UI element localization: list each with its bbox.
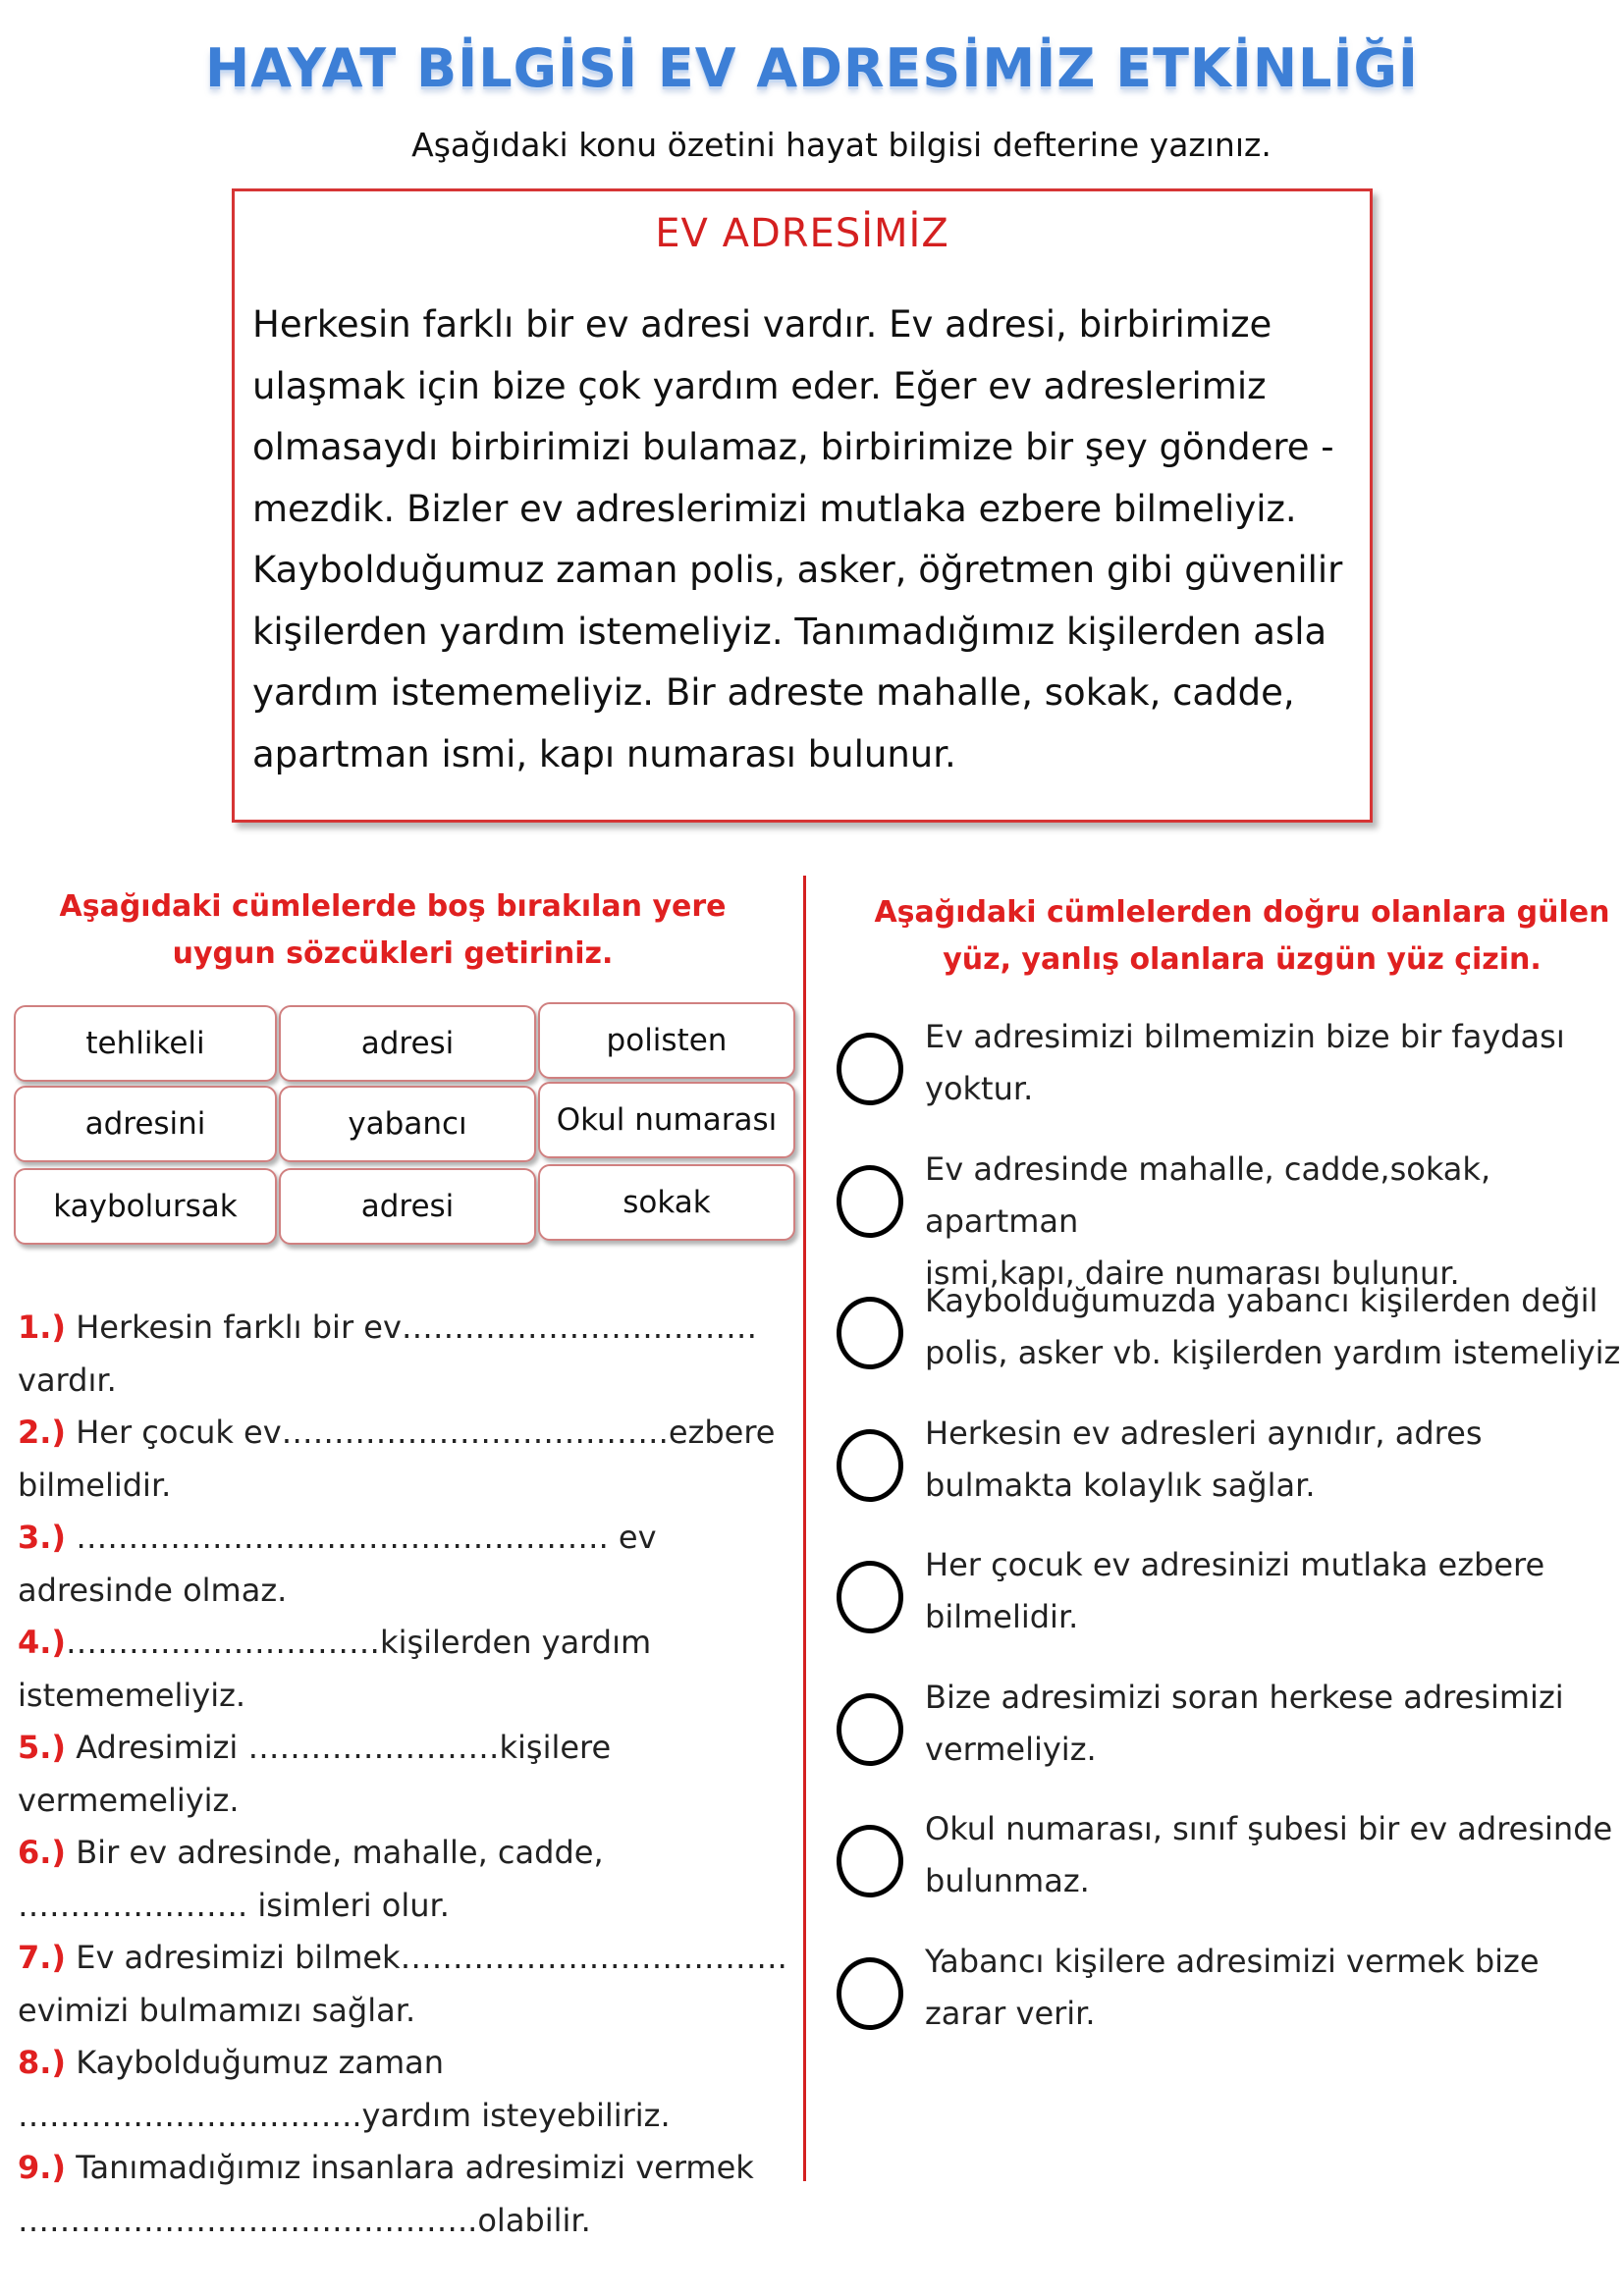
word-bank-item: adresi [279, 1168, 536, 1245]
word-bank-item: adresi [279, 1005, 536, 1082]
statement-item [835, 1672, 1620, 1804]
fill-blank-instruction: Aşağıdaki cümlelerde boş bırakılan yere uygun sözcükleri getiriniz. [59, 889, 727, 971]
word-bank-item: tehlikeli [14, 1005, 277, 1082]
question-text: Tanımadığımız insanlara adresimizi vermek ……………………………………..olabilir. [18, 2149, 754, 2239]
answer-circle[interactable] [837, 1561, 903, 1633]
question-number: 3.) [18, 1519, 67, 1556]
question-6 [18, 1827, 793, 1932]
question-text: Her çocuk ev……………………………….ezbere bilmelidir. [18, 1414, 776, 1504]
question-number: 8.) [18, 2044, 67, 2081]
question-text: …………………………kişilerden yardım istememeliyiz. [18, 1624, 652, 1714]
question-4 [18, 1617, 793, 1722]
question-number: 1.) [18, 1308, 67, 1346]
question-8 [18, 2037, 793, 2142]
question-1 [18, 1302, 793, 1407]
statement-text: Yabancı kişilere adresimizi vermek bize zarar verir. [925, 1942, 1540, 2032]
question-text: Herkesin farklı bir ev…………………….………vardır. [18, 1308, 758, 1399]
topic-summary-box [232, 188, 1373, 823]
answer-circle[interactable] [837, 1297, 903, 1369]
word-bank-item: adresini [14, 1086, 277, 1162]
statement-item [835, 1408, 1620, 1540]
word-bank-item: polisten [538, 1002, 795, 1079]
statement-item [835, 1011, 1620, 1144]
question-3 [18, 1512, 793, 1617]
question-number: 6.) [18, 1834, 67, 1871]
answer-circle[interactable] [837, 1033, 903, 1105]
statement-text: Ev adresimizi bilmemizin bize bir faydası yoktur. [925, 1018, 1565, 1107]
statement-text: Okul numarası, sınıf şubesi bir ev adresinde bulunmaz. [925, 1810, 1613, 1899]
question-number: 9.) [18, 2149, 67, 2186]
statement-item [835, 1275, 1620, 1408]
question-number: 2.) [18, 1414, 67, 1451]
question-number: 7.) [18, 1939, 67, 1976]
fill-blank-questions [18, 1302, 793, 2247]
question-text: Bir ev adresinde, mahalle, cadde, …………………. isimleri olur. [18, 1834, 604, 1924]
statement-item [835, 1539, 1620, 1672]
word-bank-item: Okul numarası [538, 1082, 795, 1158]
answer-circle[interactable] [837, 1693, 903, 1766]
question-7 [18, 1932, 793, 2037]
true-false-instruction: Aşağıdaki cümlelerden doğru olanlara gülen yüz, yanlış olanlara üzgün yüz çizin. [874, 895, 1610, 977]
answer-circle[interactable] [837, 1429, 903, 1502]
statement-text: Bize adresimizi soran herkese adresimizi vermeliyiz. [925, 1678, 1564, 1768]
question-number: 4.) [18, 1624, 67, 1661]
question-number: 5.) [18, 1729, 67, 1766]
question-2 [18, 1407, 793, 1512]
question-text: Ev adresimizi bilmek………………………………. evimizi bulmamızı sağlar. [18, 1939, 787, 2029]
word-bank-item: yabancı [279, 1086, 536, 1162]
word-bank-item: kaybolursak [14, 1168, 277, 1245]
topic-heading: EV ADRESİMİZ [655, 211, 949, 256]
statement-text: Herkesin ev adresleri aynıdır, adres bulmakta kolaylık sağlar. [925, 1414, 1483, 1504]
true-false-list [835, 1011, 1620, 2067]
answer-circle[interactable] [837, 1957, 903, 2030]
word-bank-item: sokak [538, 1164, 795, 1241]
question-5 [18, 1722, 793, 1827]
question-text: Kaybolduğumuz zaman ……………………….…..yardım isteyebiliriz. [18, 2044, 671, 2134]
question-9 [18, 2142, 793, 2247]
statement-text: Kaybolduğumuzda yabancı kişilerden değil polis, asker vb. kişilerden yardım istemeliyiz [925, 1282, 1621, 1371]
question-text: Adresimizi ……………………kişilere vermemeliyiz. [18, 1729, 612, 1819]
statement-text: Ev adresinde mahalle, cadde,sokak, apartman ismi,kapı, daire numarası bulunur. [925, 1149, 1491, 1292]
page-title: HAYAT BİLGİSİ EV ADRESİMİZ ETKİNLİĞİ [205, 37, 1419, 99]
statement-item [835, 1936, 1620, 2068]
column-divider [803, 876, 806, 2181]
page-subtitle: Aşağıdaki konu özetini hayat bilgisi defterine yazınız. [411, 126, 1272, 164]
statement-item [835, 1144, 1620, 1292]
statement-text: Her çocuk ev adresinizi mutlaka ezbere bilmelidir. [925, 1546, 1545, 1635]
answer-circle[interactable] [837, 1165, 903, 1238]
answer-circle[interactable] [837, 1825, 903, 1897]
question-text: …………………..………………………. ev adresinde olmaz. [18, 1519, 657, 1609]
topic-text: Herkesin farklı bir ev adresi vardır. Ev adresi, birbirimize ulaşmak için bize çok yardım eder. Eğer ev adreslerimiz olmasaydı birbirimizi bulamaz, birbirimize bir şey göndere - mezdik. Bizler ev adreslerimizi mutlaka ezbere bilmeliyiz. Kaybolduğumuz zaman polis, asker, öğretmen gibi güvenilir kişilerden yardım istemeliyiz. Tanımadığımız kişilerden asla yardım istememeliyiz. Bir adreste mahalle, sokak, cadde, apartman ismi, kapı numarası bulunur. [252, 303, 1343, 775]
statement-item [835, 1803, 1620, 1936]
